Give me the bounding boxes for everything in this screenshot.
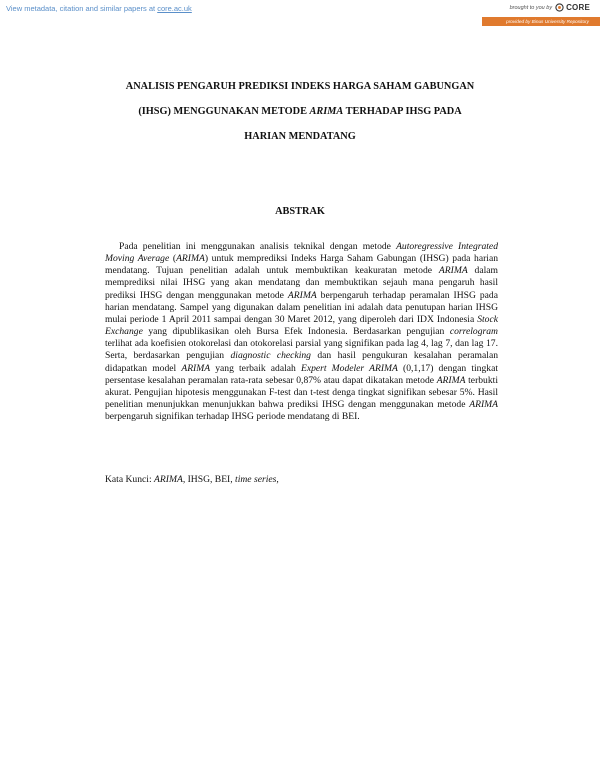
abstract-heading: ABSTRAK: [275, 206, 325, 217]
core-domain-link[interactable]: core.ac.uk: [157, 4, 192, 13]
keywords-line: Kata Kunci: ARIMA, IHSG, BEI, time series,: [105, 474, 279, 485]
core-banner: [0, 0, 600, 16]
brought-by-core[interactable]: [510, 3, 590, 12]
core-metadata-link[interactable]: View metadata, citation and similar papers at core.ac.uk: [6, 4, 192, 13]
abstract-paragraph: Pada penelitian ini menggunakan analisis teknikal dengan metode Autoregressive Integrated Moving Average (ARIMA) untuk memprediksi Indeks Harga Saham Gabungan (IHSG) pada harian mendatang. Tujuan penelitian adalah untuk membuktikan keakuratan metode ARIMA dalam memprediksi nilai IHSG yang akan mendatang dan membuktikan sejauh mana pengaruh hasil prediksi IHSG dengan menggunakan metode ARIMA berpengaruh terhadap peramalan IHSG pada harian mendatang. Sampel yang digunakan dalam penelitian ini adalah data penutupan harian IHSG mulai periode 1 April 2011 sampai dengan 30 Maret 2012, yang diperoleh dari IDX Indonesia Stock Exchange yang dipublikasikan oleh Bursa Efek Indonesia. Berdasarkan pengujian correlogram terlihat ada koefisien otokorelasi dan otokorelasi parsial yang signifikan pada lag 4, lag 7, dan lag 17. Serta, berdasarkan pengujian diagnostic checking dan hasil pengukuran kesalahan peramalan didapatkan model ARIMA yang terbaik adalah Expert Modeler ARIMA (0,1,17) dengan tingkat persentase kesalahan peramalan rata-rata sebesar 0,87% atau dapat dikatakan metode ARIMA terbukti akurat. Pengujian hipotesis menggunakan F-test dan t-test denga tingkat signifikan sebesar 5%. Hasil penelitian menunjukkan menunjukkan bahwa prediksi IHSG dengan menggunakan metode ARIMA berpengaruh signifikan terhadap IHSG periode mendatang di BEI.: [105, 241, 499, 423]
paper-title-line-2: (IHSG) MENGGUNAKAN METODE ARIMA TERHADAP IHSG PADA: [138, 106, 462, 117]
brought-by-label: brought to you by: [509, 4, 553, 11]
core-logo[interactable]: [555, 3, 590, 12]
provided-by-badge[interactable]: provided by Binus University Repository: [482, 17, 600, 26]
paper-title-line-3: HARIAN MENDATANG: [244, 131, 356, 142]
paper-title-line-1: ANALISIS PENGARUH PREDIKSI INDEKS HARGA SAHAM GABUNGAN: [125, 81, 475, 92]
core-logo-icon: [555, 3, 564, 12]
core-logo-text: CORE: [566, 3, 590, 12]
